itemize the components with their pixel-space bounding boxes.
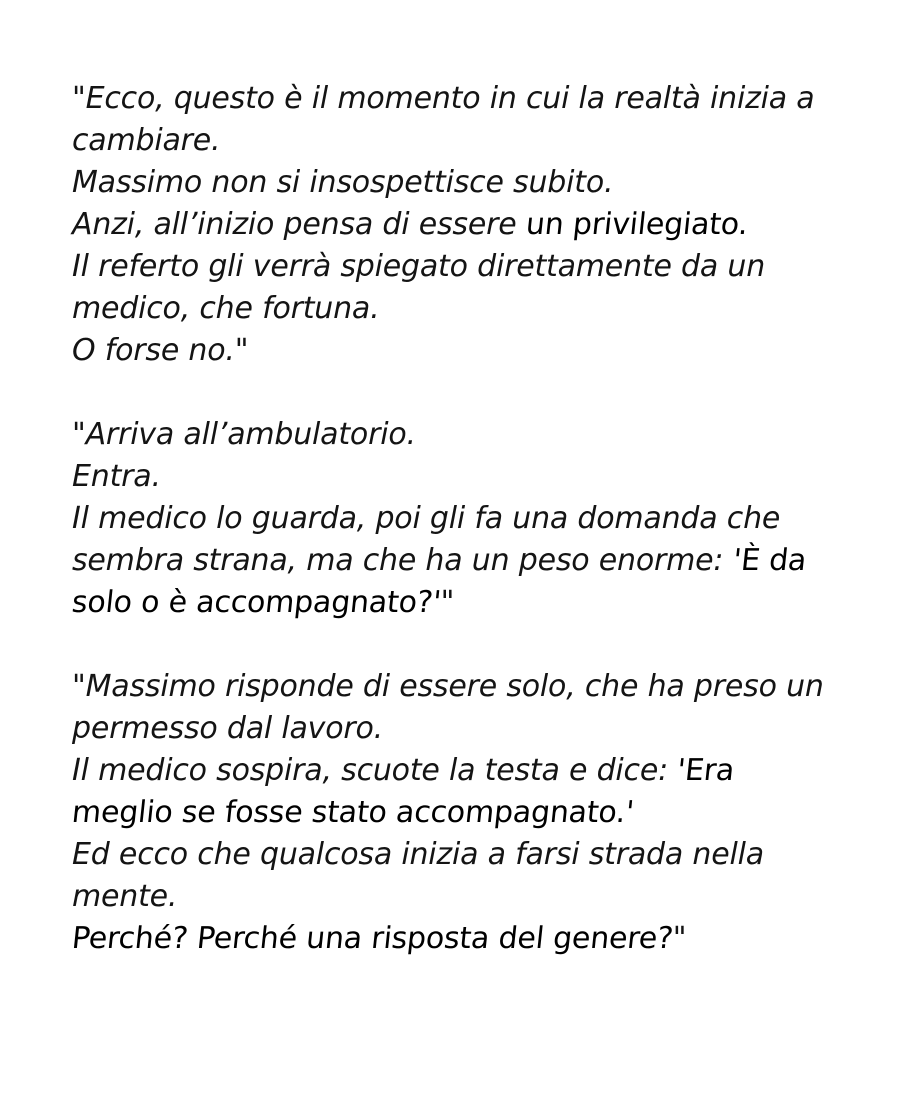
text-run: Il medico sospira, scuote la testa e dice:: [72, 753, 678, 788]
text-line: [72, 456, 862, 498]
emphasis-run: 'È da: [730, 543, 808, 578]
story-text: [72, 78, 862, 1002]
text-line: [72, 792, 862, 834]
text-run: sembra strana, ma che ha un peso enorme:: [72, 543, 733, 578]
text-run: mente.: [72, 879, 178, 914]
text-run: ": [672, 921, 687, 956]
text-run: "Massimo risponde di essere solo, che ha preso un: [72, 669, 824, 704]
text-line: [72, 162, 862, 204]
text-line: [72, 582, 862, 624]
text-run: Ed ecco che qualcosa inizia a farsi strada nella: [72, 837, 764, 872]
text-run: permesso dal lavoro.: [72, 711, 384, 746]
emphasis-run: meglio se fosse stato accompagnato.': [70, 795, 636, 830]
text-line: [72, 498, 862, 540]
text-line: [72, 708, 862, 750]
text-run: medico, che fortuna.: [72, 291, 380, 326]
text-run: Il referto gli verrà spiegato direttamente da un: [72, 249, 766, 284]
text-run: Entra.: [72, 459, 161, 494]
text-run: Massimo non si insospettisce subito.: [72, 165, 614, 200]
emphasis-run: Perché? Perché una risposta del genere?: [70, 921, 675, 956]
text-line: [72, 666, 862, 708]
text-run: cambiare.: [72, 123, 221, 158]
text-run: "Ecco, questo è il momento in cui la realtà inizia a: [72, 81, 815, 116]
text-run: O forse no.": [72, 333, 249, 368]
emphasis-run: 'Era: [675, 753, 737, 788]
text-line: [72, 918, 862, 960]
text-line: [72, 834, 862, 876]
text-line: [72, 876, 862, 918]
paragraph-1: [72, 78, 862, 372]
text-run: Il medico lo guarda, poi gli fa una domanda che: [72, 501, 781, 536]
text-line: [72, 540, 862, 582]
text-line: [72, 288, 862, 330]
text-line: [72, 750, 862, 792]
text-run: "Arriva all’ambulatorio.: [72, 417, 416, 452]
text-run: Anzi, all’inizio pensa di essere: [72, 207, 526, 242]
text-line: [72, 78, 862, 120]
emphasis-run: solo o è accompagnato?': [70, 585, 443, 620]
text-line: [72, 204, 862, 246]
emphasis-run: un privilegiato.: [524, 207, 750, 242]
text-line: [72, 246, 862, 288]
paragraph-2: [72, 414, 862, 624]
paragraph-3: [72, 666, 862, 960]
text-line: [72, 330, 862, 372]
text-line: [72, 414, 862, 456]
text-line: [72, 120, 862, 162]
text-run: ": [440, 585, 455, 620]
